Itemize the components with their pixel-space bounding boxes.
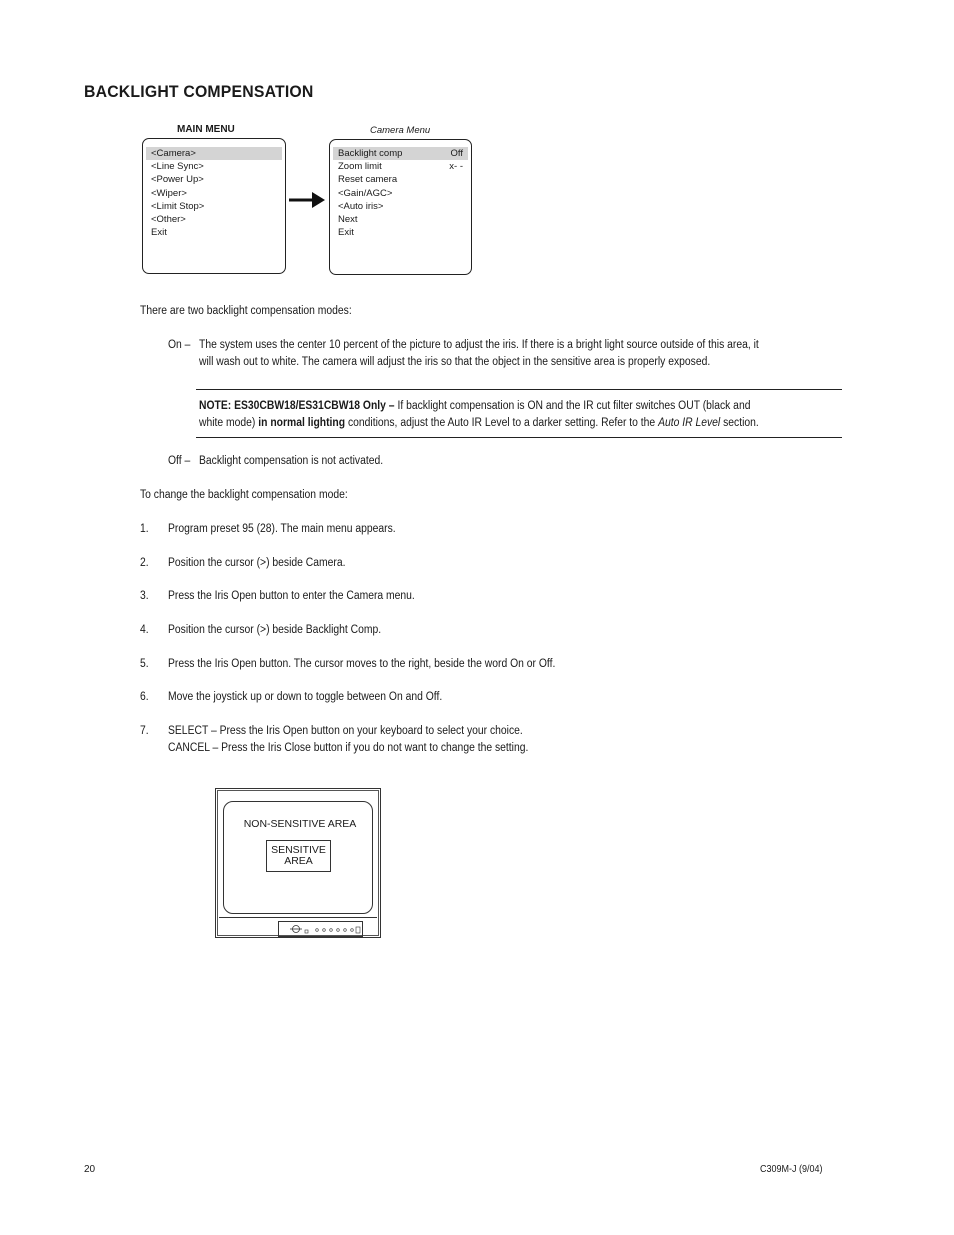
main-menu-title: MAIN MENU [177, 124, 235, 135]
camera-menu-item-auto-iris [333, 200, 468, 213]
off-mode-text: Backlight compensation is not activated. [199, 455, 384, 467]
note-text-1: If backlight compensation is ON and the IR cut filter switches OUT (black and [394, 400, 751, 412]
camera-menu-item-label: Reset camera [338, 174, 398, 186]
sensitive-area-box [266, 840, 331, 872]
note-line-1 [199, 398, 750, 415]
arrow-right-icon [288, 190, 326, 210]
step-text: SELECT – Press the Iris Open button on your keyboard to select your choice. [168, 725, 523, 737]
main-menu-item-line-sync: <Line Sync> [151, 161, 204, 173]
main-menu-item-exit: Exit [151, 227, 167, 239]
off-mode-label: Off – [168, 455, 191, 467]
change-intro: To change the backlight compensation mode: [140, 489, 348, 501]
camera-menu-item-value: x- - [449, 161, 463, 173]
note-bottom-rule [196, 437, 842, 438]
on-mode-line-2: will wash out to white. The camera will adjust the iris so that the object in the sensitive area is properly exposed. [199, 356, 711, 368]
note-text-2b: conditions, adjust the Auto IR Level to a darker setting. Refer to the [345, 417, 659, 429]
step-text: Program preset 95 (28). The main menu appears. [168, 523, 396, 535]
camera-menu-item-backlight-comp [333, 147, 468, 160]
main-menu-item-power-up: <Power Up> [151, 174, 204, 186]
step-text-cancel: CANCEL – Press the Iris Close button if you do not want to change the setting. [168, 742, 529, 754]
step-number: 4. [140, 624, 149, 636]
camera-menu-item-zoom-limit [333, 160, 468, 173]
page-heading: BACKLIGHT COMPENSATION [84, 82, 314, 101]
camera-menu-item-next [333, 213, 468, 226]
camera-menu-item-label: Next [338, 214, 358, 226]
camera-menu-item-exit [333, 226, 468, 239]
main-menu-item-other: <Other> [151, 214, 186, 226]
camera-menu-item-label: Exit [338, 227, 354, 239]
camera-menu-box [329, 139, 472, 275]
note-top-rule [196, 389, 842, 390]
step-number: 2. [140, 557, 149, 569]
on-mode-label: On – [168, 339, 191, 351]
camera-menu-item-label: <Gain/AGC> [338, 187, 393, 199]
step-number: 3. [140, 590, 149, 602]
modes-intro: There are two backlight compensation modes: [140, 305, 352, 317]
sensitive-area-line-1: SENSITIVE [271, 844, 326, 856]
camera-menu-item-label: <Auto iris> [338, 200, 384, 212]
main-menu-item-camera: <Camera> [146, 147, 282, 160]
step-text: Press the Iris Open button. The cursor moves to the right, beside the word On or Off. [168, 658, 556, 670]
monitor-buttons-icon [279, 922, 362, 936]
camera-menu-item-gain-agc [333, 187, 468, 200]
step-number: 5. [140, 658, 149, 670]
step-text: Position the cursor (>) beside Camera. [168, 557, 346, 569]
note-bold-lead: NOTE: ES30CBW18/ES31CBW18 Only – [199, 400, 395, 412]
page-number: 20 [84, 1164, 96, 1175]
camera-menu-item-label: Zoom limit [338, 161, 382, 173]
step-number: 1. [140, 523, 149, 535]
monitor-divider [219, 917, 377, 918]
step-text: Press the Iris Open button to enter the Camera menu. [168, 590, 415, 602]
main-menu-item-wiper: <Wiper> [151, 187, 187, 199]
camera-menu-item-value: Off [450, 148, 463, 159]
note-italic-ref: Auto IR Level [658, 417, 721, 429]
monitor-control-panel [278, 921, 363, 937]
camera-menu-item-label: Backlight comp [338, 148, 403, 159]
camera-menu-title: Camera Menu [370, 125, 431, 136]
sensitive-area-line-2: AREA [284, 855, 313, 867]
camera-menu-item-reset-camera [333, 173, 468, 186]
document-code: C309M-J (9/04) [760, 1164, 823, 1175]
non-sensitive-area-label: NON-SENSITIVE AREA [243, 818, 357, 830]
note-bold-mid: in normal lighting [258, 417, 346, 429]
on-mode-line-1: The system uses the center 10 percent of the picture to adjust the iris. If there is a bright light source outside of this area, it [199, 339, 759, 351]
note-text-2a: white mode) [199, 417, 259, 429]
main-menu-box [142, 138, 286, 274]
step-text: Position the cursor (>) beside Backlight Comp. [168, 624, 382, 636]
main-menu-item-limit-stop: <Limit Stop> [151, 200, 205, 212]
step-number: 7. [140, 725, 149, 737]
note-text-2c: section. [720, 417, 759, 429]
note-line-2 [199, 415, 759, 432]
step-text: Move the joystick up or down to toggle between On and Off. [168, 691, 443, 703]
step-number: 6. [140, 691, 149, 703]
